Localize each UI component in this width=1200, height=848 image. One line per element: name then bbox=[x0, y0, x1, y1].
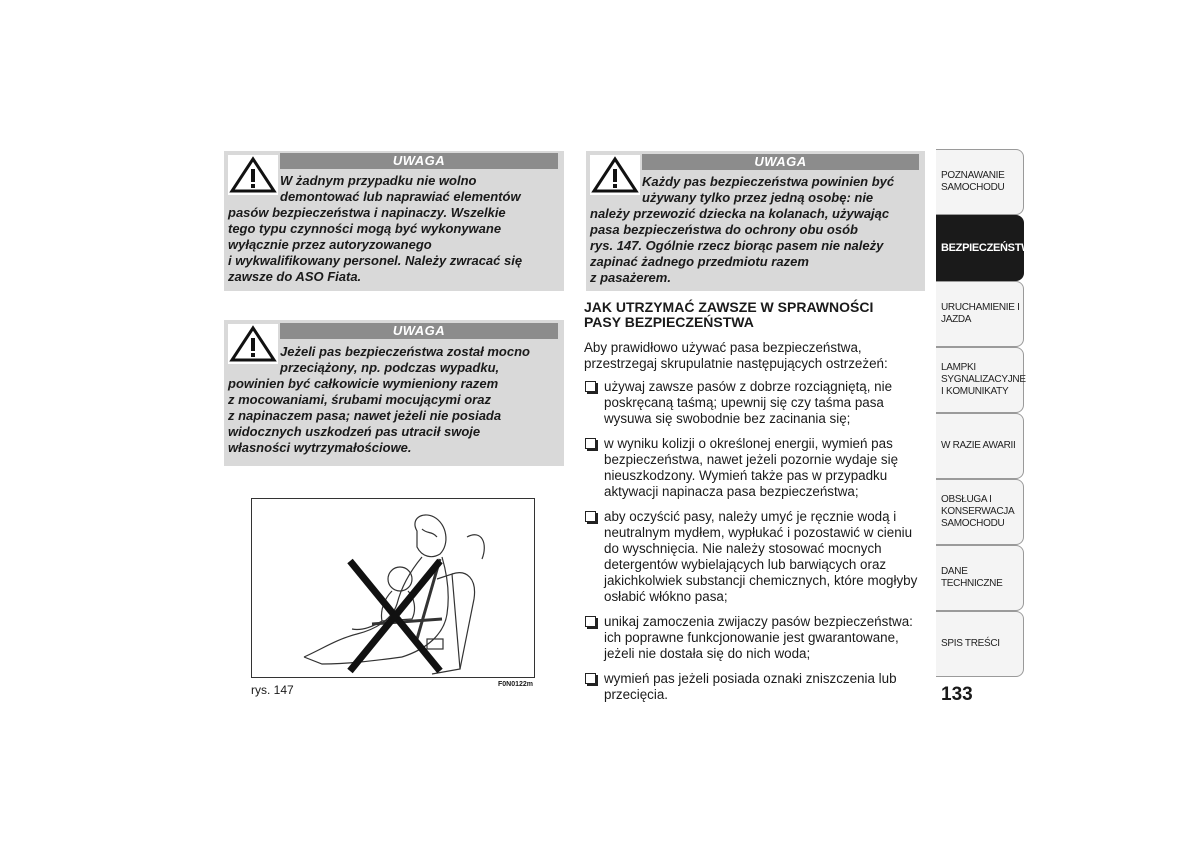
warning-header: UWAGA bbox=[280, 323, 558, 339]
section-intro: Aby prawidłowo używać pasa bezpieczeństwa, przestrzegaj skrupulatnie następujących ostrzeżeń: bbox=[584, 340, 888, 371]
page-number: 133 bbox=[941, 684, 973, 705]
bullet-list bbox=[584, 379, 919, 712]
checkbox-bullet-icon bbox=[585, 438, 596, 449]
warning-box-3 bbox=[586, 151, 925, 291]
warning-text bbox=[228, 344, 562, 456]
seat-child-illustration bbox=[252, 499, 534, 677]
bullet-text: aby oczyścić pasy, należy umyć je ręcznie wodą i neutralnym mydłem, wypłukać i pozostawić w cieniu do wyschnięcia. Nie należy stosować mocnych detergentów wybielających lub barwiących oraz jakichkolwiek substancji chemicznych, które mogłyby osłabić włókno pasa; bbox=[604, 509, 918, 604]
section-title: JAK UTRZYMAĆ ZAWSZE W SPRAWNOŚCI PASY BEZPIECZEŃSTWA bbox=[584, 299, 874, 330]
warning-line: przeciążony, np. podczas wypadku, bbox=[280, 360, 500, 375]
side-tab-label: SPIS TREŚCI bbox=[941, 638, 1000, 649]
figure-caption: rys. 147 bbox=[251, 683, 294, 697]
warning-line: z napinaczem pasa; nawet jeżeli nie posiada bbox=[228, 408, 502, 423]
side-tab-label: BEZPIECZEŃSTWO bbox=[941, 242, 1040, 254]
warning-header: UWAGA bbox=[280, 153, 558, 169]
warning-line: z mocowaniami, śrubami mocującymi oraz bbox=[228, 392, 491, 407]
warning-line: należy przewozić dziecka na kolanach, używając bbox=[590, 206, 890, 221]
warning-line: zapinać żadnego przedmiotu razem bbox=[590, 254, 809, 269]
checkbox-bullet-icon bbox=[585, 511, 596, 522]
side-tab-label: POZNAWANIE SAMOCHODU bbox=[941, 170, 1005, 193]
list-item bbox=[584, 614, 919, 662]
list-item bbox=[584, 509, 919, 605]
checkbox-bullet-icon bbox=[585, 616, 596, 627]
warning-box-1 bbox=[224, 151, 564, 291]
bullet-text: używaj zawsze pasów z dobrze rozciągniętą, nie poskręcaną taśmą; upewnij się czy taśma pasa wysuwa się swobodnie bez zacinania się; bbox=[604, 379, 893, 426]
bullet-text: unikaj zamoczenia zwijaczy pasów bezpieczeństwa: ich poprawne funkcjonowanie jest gwarantowane, jeżeli nie dostała się do nich woda; bbox=[604, 614, 913, 661]
warning-line: pasa bezpieczeństwa do ochrony obu osób bbox=[590, 222, 858, 237]
side-tab-label: LAMPKI SYGNALIZACYJNE I KOMUNIKATY bbox=[941, 362, 1026, 397]
warning-box-2 bbox=[224, 320, 564, 466]
list-item bbox=[584, 436, 919, 500]
warning-text bbox=[590, 174, 924, 286]
side-tab-label: URUCHAMIENIE I JAZDA bbox=[941, 302, 1020, 325]
side-tab-obsluga[interactable] bbox=[936, 479, 1024, 545]
warning-line: rys. 147. Ogólnie rzecz biorąc pasem nie należy bbox=[590, 238, 884, 253]
warning-text bbox=[228, 173, 562, 285]
warning-line: Każdy pas bezpieczeństwa powinien być bbox=[642, 174, 895, 189]
side-tab-label: DANE TECHNICZNE bbox=[941, 566, 1003, 589]
warning-line: W żadnym przypadku nie wolno bbox=[280, 173, 477, 188]
side-tab-bezpieczenstwo[interactable] bbox=[936, 215, 1040, 281]
side-tab-label: W RAZIE AWARII bbox=[941, 440, 1016, 451]
warning-line: wyłącznie przez autoryzowanego bbox=[228, 237, 432, 252]
checkbox-bullet-icon bbox=[585, 673, 596, 684]
bullet-text: wymień pas jeżeli posiada oznaki zniszczenia lub przecięcia. bbox=[604, 671, 897, 702]
side-tab-lampki[interactable] bbox=[936, 347, 1024, 413]
warning-line: tego typu czynności mogą być wykonywane bbox=[228, 221, 502, 236]
warning-line: Jeżeli pas bezpieczeństwa został mocno bbox=[280, 344, 530, 359]
warning-line: własności wytrzymałościowe. bbox=[228, 440, 412, 455]
warning-header: UWAGA bbox=[642, 154, 919, 170]
warning-line: powinien być całkowicie wymieniony razem bbox=[228, 376, 499, 391]
checkbox-bullet-icon bbox=[585, 381, 596, 392]
side-tab-poznawanie[interactable] bbox=[936, 149, 1024, 215]
warning-line: używany tylko przez jedną osobę: nie bbox=[642, 190, 874, 205]
warning-line: widocznych uszkodzeń pas utracił swoje bbox=[228, 424, 481, 439]
warning-line: demontować lub naprawiać elementów bbox=[280, 189, 521, 204]
list-item bbox=[584, 379, 919, 427]
warning-line: zawsze do ASO Fiata. bbox=[228, 269, 362, 284]
side-tab-label: OBSŁUGA I KONSERWACJA SAMOCHODU bbox=[941, 494, 1014, 529]
warning-line: pasów bezpieczeństwa i napinaczy. Wszelkie bbox=[228, 205, 506, 220]
warning-line: z pasażerem. bbox=[590, 270, 671, 285]
side-tab-dane[interactable] bbox=[936, 545, 1024, 611]
list-item bbox=[584, 671, 919, 703]
side-tab-spis[interactable] bbox=[936, 611, 1024, 677]
warning-line: i wykwalifikowany personel. Należy zwracać się bbox=[228, 253, 523, 268]
figure-illustration bbox=[251, 498, 535, 678]
side-tab-uruchamienie[interactable] bbox=[936, 281, 1024, 347]
figure-code: F0N0122m bbox=[498, 681, 534, 688]
bullet-text: w wyniku kolizji o określonej energii, wymień pas bezpieczeństwa, nawet jeżeli pozornie wydaje się nieuszkodzony. Wymień także pas w przypadku aktywacji napinacza pasa bezpieczeństwa; bbox=[604, 436, 899, 499]
side-tab-awaria[interactable] bbox=[936, 413, 1024, 479]
